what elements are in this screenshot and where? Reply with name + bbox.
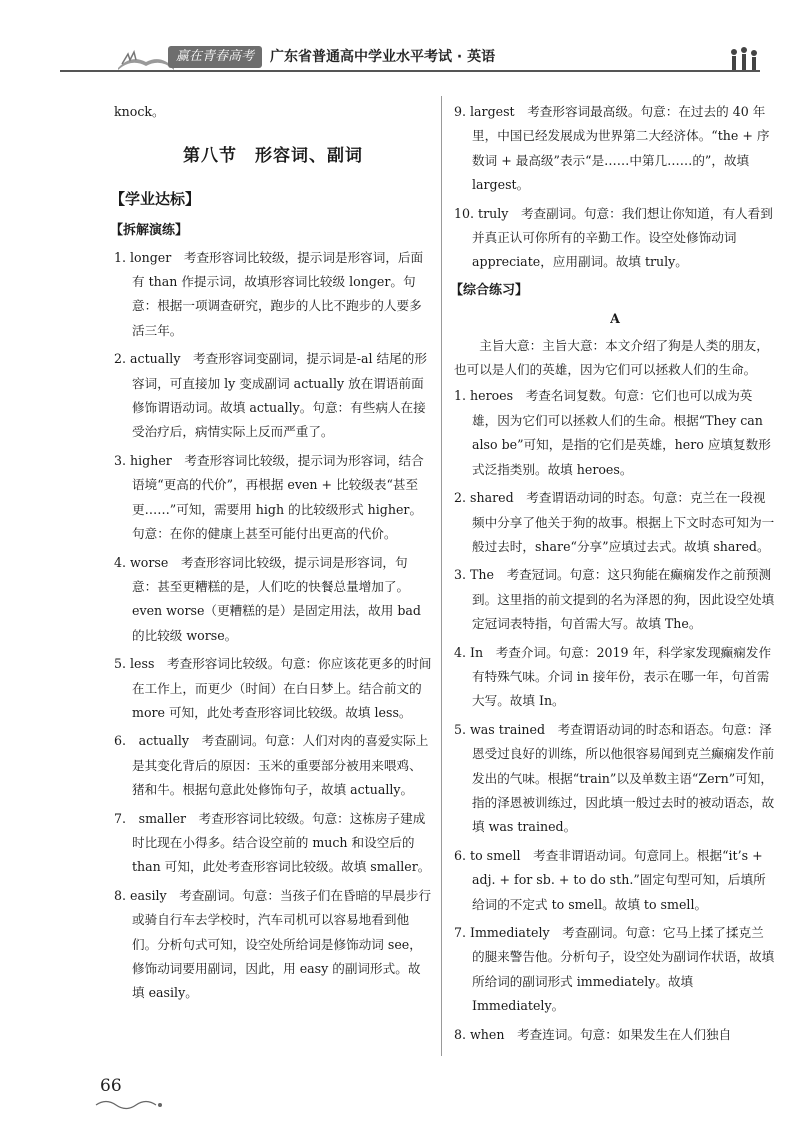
answer-item: 4. In 考查介词。句意：2019 年，科学家发现癫痫发作有特殊气味。介词 in 接年份，表示在哪一年，句首需大写。故填 In。 [454,644,772,709]
passage-label: A [610,311,620,327]
answer-item: 8. easily 考查副词。句意：当孩子们在昏暗的早晨步行或骑自行车去学校时，汽车司机可以容易地看到他们。分析句式可知，设空处所给词是修饰动词 see，修饰动词要用副词，因此，用 easy 的副词形式。故填 easily。 [114,887,432,1001]
answer-item: 2. shared 考查谓语动词的时态。句意：克兰在一段视频中分享了他关于狗的故事。根据上下文时态可知为一般过去时，share“分享”应填过去式。故填 shared。 [454,490,775,554]
ornament-icon [94,1098,164,1112]
series-badge: 赢在青春高考 [168,46,262,68]
column-divider [441,96,442,1056]
answer-item: 3. The 考查冠词。句意：这只狗能在癫痫发作之前预测到。这里指的前文提到的名为泽恩的狗，因此设空处填定冠词表特指，句首需大写。故填 The。 [454,567,775,632]
people-icon [726,46,760,72]
heading-comprehensive-practice: 【综合练习】 [450,282,529,298]
answer-item: 3. higher 考查形容词比较级，提示词为形容词，结合语境“更高的代价”，再根据 even + 比较级表“甚至更……”可知，需要用 high 的比较级形式 higher。句意：在你的健康上甚至可能付出更高的代价。 [114,452,424,542]
heading-academic-standard: 【学业达标】 [110,189,201,208]
header-rule [60,70,760,72]
page-header [60,40,760,84]
page-number: 66 [100,1076,122,1096]
open-book-icon [116,48,176,72]
answer-item: 1. longer 考查形容词比较级，提示词是形容词，后面有 than 作提示词，故填形容词比较级 longer。句意：根据一项调查研究，跑步的人比不跑步的人要多活三年。 [114,249,424,338]
answer-item: 6. actually 考查副词。句意：人们对肉的喜爱实际上是其变化背后的原因：玉米的重要部分被用来喂鸡、猪和牛。根据句意此处修饰句子，故填 actually。 [114,733,429,798]
right-column [450,100,776,1051]
heading-breakdown-practice: 【拆解演练】 [110,223,189,239]
answer-item: 6. to smell 考查非谓语动词。句意同上。根据“it’s + adj. + for sb. + to do sth.”固定句型可知，后填所给词的不定式 to smell。故填 to smell。 [454,847,766,912]
answer-item: 10. truly 考查副词。句意：我们想让你知道，有人看到并真正认可你所有的辛勤工作。设空处修饰动词 appreciate，应用副词。故填 truly。 [454,205,773,270]
answer-item: 2. actually 考查形容词变副词，提示词是-al 结尾的形容词，可直接加 ly 变成副词 actually 放在谓语前面修饰谓语动词。故填 actually。句意：有些病人在接受治疗后，病情实际上反而严重了。 [114,351,427,440]
continuation-text: knock。 [114,104,165,119]
section-title: 第八节 形容词、副词 [183,146,363,167]
answer-item: 5. was trained 考查谓语动词的时态和语态。句意：泽恩受过良好的训练，所以他很容易闻到克兰癫痫发作前发出的气味。根据“train”以及单数主语“Zern”可知，指的泽恩被训练过，因此填一般过去时的被动语态，故填 was trained。 [454,721,775,835]
answer-item: 4. worse 考查形容词比较级，提示词是形容词，句意：甚至更糟糕的是，人们吃的快餐总量增加了。even worse（更糟糕的是）是固定用法，故用 bad 的比较级 worse。 [114,554,421,643]
passage-summary: 主旨大意：主旨大意：本文介绍了狗是人类的朋友，也可以是人们的英雄，因为它们可以拯救人们的生命。 [454,337,769,378]
answer-item: 9. largest 考查形容词最高级。句意：在过去的 40 年里，中国已经发展成为世界第二大经济体。“the + 序数词 + 最高级”表示“是……中第几……的”，故填 largest。 [454,104,770,193]
answer-item: 7. Immediately 考查副词。句意：它马上揉了揉克兰的腿来警告他。分析句子，设空处为副词作状语，故填所给词的副词形式 immediately。故填 Immediately。 [454,925,775,1014]
answer-item: 7. smaller 考查形容词比较级。句意：这栋房子建成时比现在小得多。结合设空前的 much 和设空后的 than 可知，此处考查形容词比较级。故填 smaller。 [114,810,431,875]
answer-item: 8. when 考查连词。句意：如果发生在人们独自 [454,1026,732,1042]
left-column [110,100,432,1010]
header-title: 广东省普通高中学业水平考试 · 英语 [270,49,496,65]
answer-item: 5. less 考查形容词比较级。句意：你应该花更多的时间在工作上，而更少（时间）在白日梦上。结合前文的 more 可知，此处考查形容词比较级。故填 less。 [114,656,432,720]
answer-item: 1. heroes 考查名词复数。句意：它们也可以成为英雄，因为它们可以拯救人们的生命。根据“They can also be”可知，是指的它们是英雄，hero 应填复数形式泛指类别。故填 heroes。 [454,388,771,477]
